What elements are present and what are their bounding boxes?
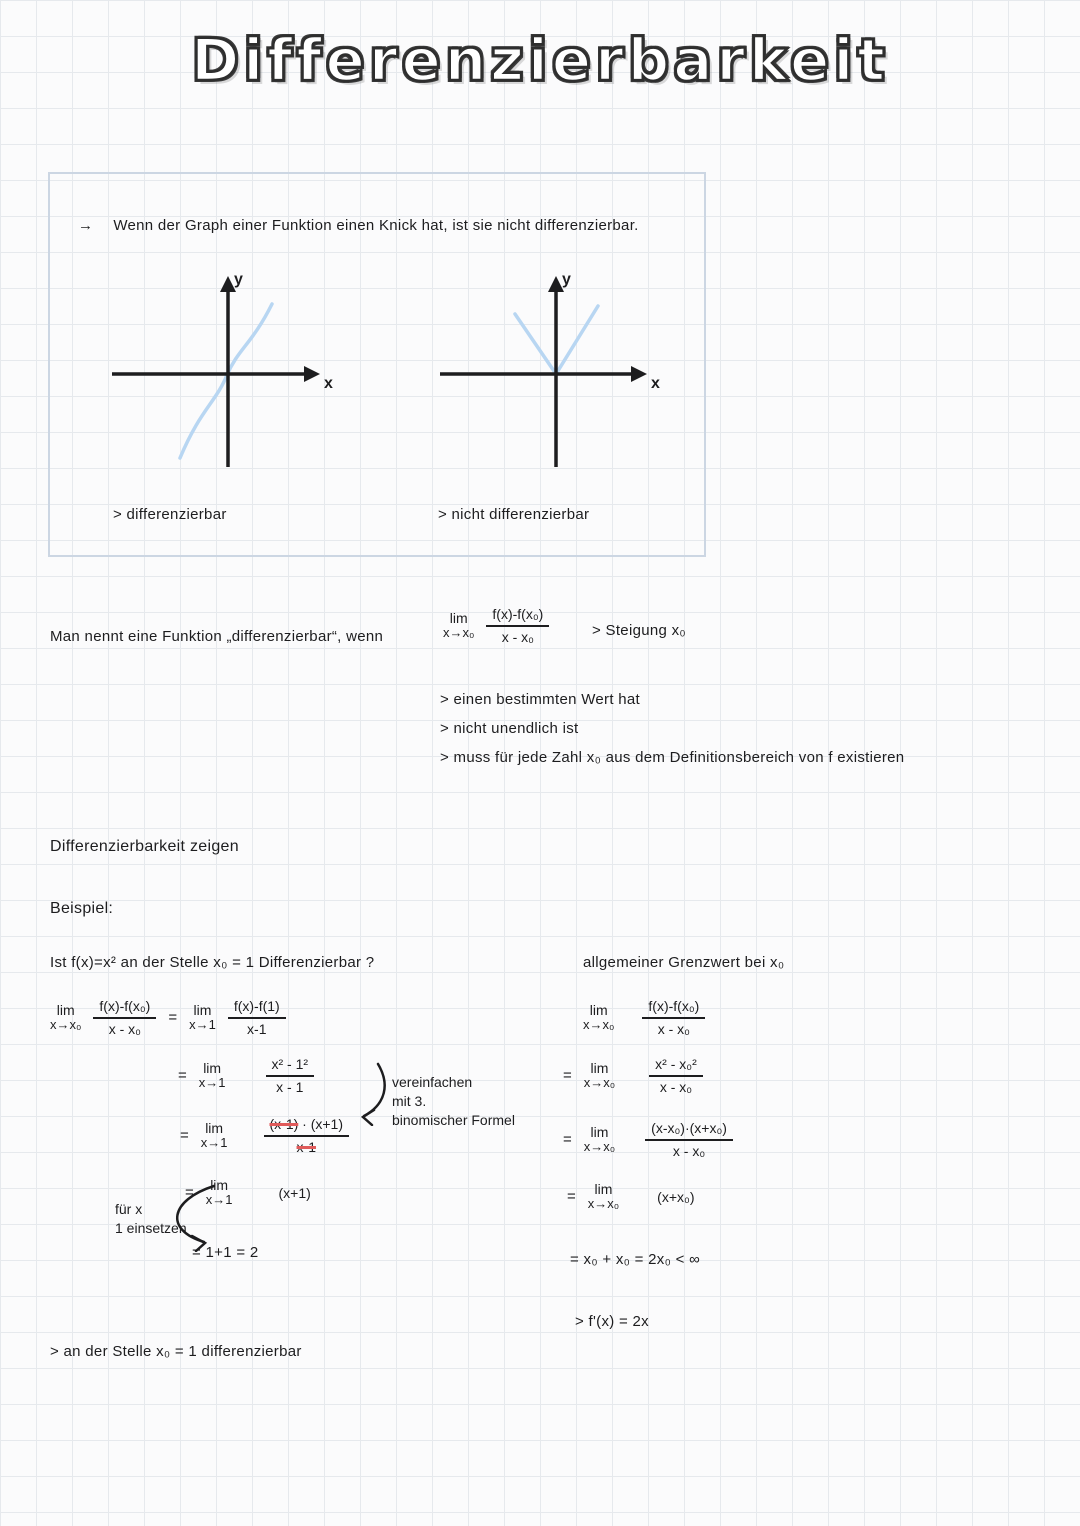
limit-operator xyxy=(583,1003,614,1033)
lim-word: lim xyxy=(449,609,468,626)
derivation-result: = x₀ + x₀ = 2x₀ < ∞ xyxy=(570,1251,701,1268)
x-axis-arrow-icon xyxy=(631,366,647,382)
right-conclusion: > f'(x) = 2x xyxy=(575,1313,649,1330)
derivation-step xyxy=(180,1116,349,1156)
lim-word: lim xyxy=(193,1001,212,1018)
limit-expression: (x+1) xyxy=(278,1184,311,1201)
lim-word: lim xyxy=(205,1119,224,1136)
fraction xyxy=(228,998,286,1038)
equals-sign: = xyxy=(178,1067,187,1085)
smooth-curve xyxy=(180,304,272,458)
lim-subscript: x→x₀ xyxy=(583,1017,615,1033)
fraction xyxy=(642,998,705,1038)
right-arrow-icon: → xyxy=(78,217,94,234)
derivation-step xyxy=(567,1182,694,1212)
fraction-numerator: f(x)-f(x₀) xyxy=(642,998,705,1019)
limit-operator xyxy=(584,1061,615,1091)
fraction-denominator xyxy=(297,1137,316,1156)
derivation-step xyxy=(178,1056,314,1096)
lim-subscript: x→x₀ xyxy=(587,1196,620,1212)
fraction-numerator xyxy=(264,1116,350,1137)
annotation-line: binomischer Formel xyxy=(392,1111,515,1128)
lim-subscript: x→x₀ xyxy=(443,625,475,641)
caption-differentiable: > differenzierbar xyxy=(113,506,227,523)
x-axis-arrow-icon xyxy=(304,366,320,382)
derivation-step xyxy=(563,1056,703,1096)
y-axis-label: y xyxy=(562,271,571,288)
lim-word: lim xyxy=(590,1123,609,1140)
left-conclusion: > an der Stelle x₀ = 1 differenzierbar xyxy=(50,1343,302,1360)
equals-sign: = xyxy=(567,1188,576,1206)
fraction-numerator: f(x)-f(1) xyxy=(228,998,286,1019)
fraction xyxy=(649,1056,703,1096)
section-heading: Differenzierbarkeit zeigen xyxy=(50,838,239,855)
lim-word: lim xyxy=(203,1059,222,1076)
condition-item: > muss für jede Zahl x₀ aus dem Definitionsbereich von f existieren xyxy=(440,749,905,766)
equals-sign: = xyxy=(168,1009,178,1027)
page-title: Differenzierbarkeit xyxy=(191,26,889,94)
example-question: Ist f(x)=x² an der Stelle x₀ = 1 Differenzierbar ? xyxy=(50,954,375,971)
fraction-denominator: x - 1 xyxy=(276,1078,304,1095)
lim-subscript: x→1 xyxy=(205,1192,233,1208)
cancelled-factor: (x-1) xyxy=(269,1116,299,1132)
lim-word: lim xyxy=(589,1001,608,1018)
derivation-step xyxy=(563,1120,733,1160)
fraction-numerator: f(x)-f(x₀) xyxy=(486,606,549,627)
lim-subscript: x→x₀ xyxy=(50,1017,82,1033)
fraction-numerator: x² - x₀² xyxy=(649,1056,703,1077)
fraction-denominator: x - x₀ xyxy=(501,628,534,645)
fraction-denominator: x-1 xyxy=(247,1020,267,1037)
intro-note xyxy=(78,216,639,236)
lim-word: lim xyxy=(594,1181,613,1197)
annotation-simplify xyxy=(392,1073,515,1130)
y-axis-label: y xyxy=(234,271,243,288)
derivation-result: = 1+1 = 2 xyxy=(192,1244,259,1261)
limit-operator xyxy=(588,1182,619,1212)
annotation-line: für x xyxy=(115,1201,143,1217)
definition-intro: Man nennt eine Funktion „differenzierbar“, wenn xyxy=(50,628,384,645)
lim-word: lim xyxy=(210,1177,229,1193)
example-label: Beispiel: xyxy=(50,900,114,917)
equals-sign: = xyxy=(563,1131,572,1149)
remaining-factor: · (x+1) xyxy=(302,1116,344,1132)
slope-label: > Steigung x₀ xyxy=(592,622,686,639)
condition-item: > einen bestimmten Wert hat xyxy=(440,691,641,708)
limit-operator xyxy=(199,1061,226,1091)
lim-subscript: x→1 xyxy=(200,1135,228,1151)
difference-quotient xyxy=(486,606,549,646)
limit-expression: (x+x₀) xyxy=(657,1188,695,1205)
fraction xyxy=(266,1056,315,1096)
graph-differentiable xyxy=(100,262,400,477)
limit-operator xyxy=(50,1003,81,1033)
fraction-denominator: x - x₀ xyxy=(108,1020,141,1037)
limit-operator xyxy=(584,1125,615,1155)
annotation-line: vereinfachen xyxy=(392,1074,473,1090)
graph-not-differentiable xyxy=(430,262,730,477)
condition-item: > nicht unendlich ist xyxy=(440,720,579,737)
general-limit-heading: allgemeiner Grenzwert bei x₀ xyxy=(583,954,785,971)
lim-subscript: x→1 xyxy=(189,1017,216,1033)
equals-sign: = xyxy=(185,1184,194,1202)
fraction xyxy=(264,1116,350,1156)
limit-operator xyxy=(189,1003,216,1033)
equals-sign: = xyxy=(563,1067,572,1085)
fraction-numerator: f(x)-f(x₀) xyxy=(93,998,156,1019)
annotation-line: 1 einsetzen xyxy=(115,1219,187,1236)
fraction xyxy=(645,1120,733,1160)
cancelled-factor: x-1 xyxy=(296,1138,316,1155)
lim-subscript: x→x₀ xyxy=(583,1139,616,1155)
lim-word: lim xyxy=(56,1001,75,1018)
fraction-denominator: x - x₀ xyxy=(657,1020,690,1037)
x-axis-label: x xyxy=(324,375,333,392)
lim-word: lim xyxy=(590,1059,609,1076)
equals-sign: = xyxy=(180,1127,189,1145)
limit-operator xyxy=(201,1121,228,1151)
limit-operator xyxy=(443,611,474,641)
curved-arrow-icon xyxy=(152,1182,234,1252)
annotation-line: mit 3. xyxy=(392,1092,427,1109)
caption-not-differentiable: > nicht differenzierbar xyxy=(438,506,590,523)
definition-limit-formula xyxy=(443,606,549,646)
fraction-numerator: (x-x₀)·(x+x₀) xyxy=(645,1120,733,1141)
derivation-step xyxy=(50,998,286,1038)
fraction xyxy=(93,998,156,1038)
curved-arrow-icon xyxy=(350,1060,390,1126)
lim-subscript: x→1 xyxy=(198,1075,226,1091)
fraction-numerator: x² - 1² xyxy=(266,1056,315,1077)
x-axis-label: x xyxy=(651,375,660,392)
fraction-denominator: x - x₀ xyxy=(672,1142,706,1159)
fraction-denominator: x - x₀ xyxy=(659,1078,693,1095)
lim-subscript: x→x₀ xyxy=(583,1075,616,1091)
intro-note-text: Wenn der Graph einer Funktion einen Knick hat, ist sie nicht differenzierbar. xyxy=(113,217,639,234)
derivation-step xyxy=(583,998,705,1038)
